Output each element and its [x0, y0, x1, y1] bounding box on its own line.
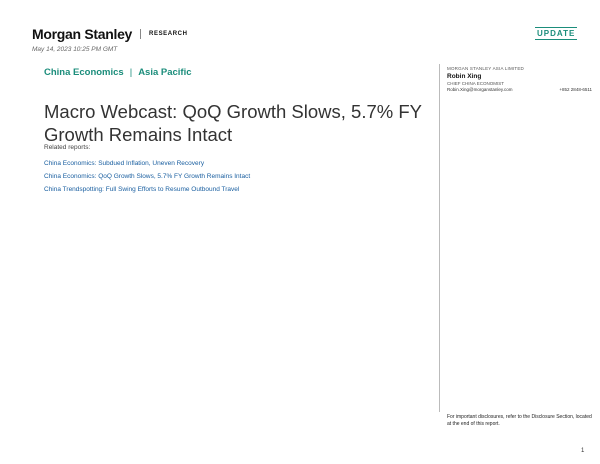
publish-date: May 14, 2023 10:25 PM GMT [32, 46, 118, 53]
category-link[interactable]: China Economics [44, 67, 124, 78]
section-label: RESEARCH [149, 31, 188, 37]
analyst-firm: MORGAN STANLEY ASIA LIMITED [447, 66, 525, 71]
analyst-phone: +852 2848-6511 [559, 87, 592, 92]
category-line [44, 67, 192, 78]
column-divider [439, 64, 440, 412]
related-report-link[interactable]: China Trendspotting: Full Swing Efforts to Resume Outbound Travel [44, 186, 240, 193]
related-reports-list [44, 157, 250, 196]
update-badge: UPDATE [537, 29, 576, 38]
analyst-name: Robin Xing [447, 73, 482, 80]
related-report-link[interactable]: China Economics: QoQ Growth Slows, 5.7% FY Growth Remains Intact [44, 173, 251, 180]
category-separator: | [129, 67, 133, 78]
analyst-contact [447, 87, 592, 92]
report-header [32, 26, 188, 42]
related-report-link[interactable]: China Economics: Subdued Inflation, Uneven Recovery [44, 160, 205, 167]
disclosure-note: For important disclosures, refer to the Disclosure Section, located at the end of this report. [447, 414, 592, 427]
page-number: 1 [581, 448, 585, 454]
report-title: Macro Webcast: QoQ Growth Slows, 5.7% FY Growth Remains Intact [44, 101, 422, 146]
analyst-role: CHIEF CHINA ECONOMIST [447, 81, 505, 86]
analyst-email[interactable]: Robin.Xing@morganstanley.com [447, 87, 513, 92]
region-link[interactable]: Asia Pacific [138, 67, 192, 78]
header-divider [140, 29, 141, 39]
analyst-block [447, 66, 592, 92]
morgan-stanley-logo: Morgan Stanley [32, 26, 133, 42]
related-reports-heading: Related reports: [44, 144, 91, 151]
